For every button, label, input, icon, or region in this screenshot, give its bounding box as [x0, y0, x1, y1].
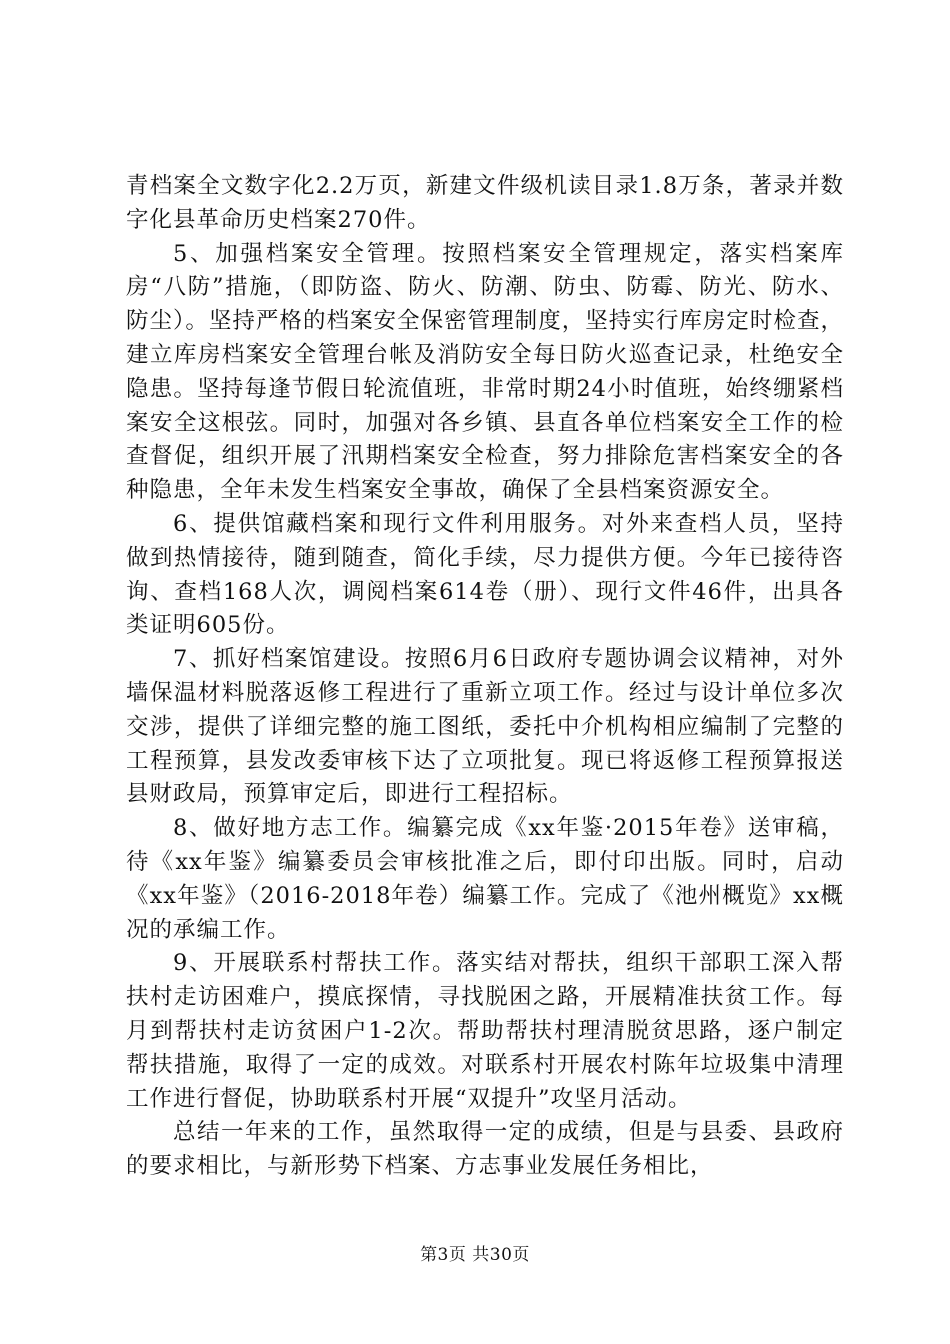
paragraph-item-5: 5、加强档案安全管理。按照档案安全管理规定，落实档案库房“八防”措施，（即防盗、防火、防潮、防虫、防霉、防光、防水、防尘）。坚持严格的档案安全保密管理制度，坚持实行库房定时检查，建立库房档案安全管理台帐及消防安全每日防火巡查记录，杜绝安全隐患。坚持每逢节假日轮流值班，非常时期24小时值班，始终绷紧档案安全这根弦。同时，加强对各乡镇、县直各单位档案安全工作的检查督促，组织开展了汛期档案安全检查，努力排除危害档案安全的各种隐患，全年未发生档案安全事故，确保了全县档案资源安全。 — [126, 240, 844, 504]
paragraph-item-6: 6、提供馆藏档案和现行文件利用服务。对外来查档人员，坚持做到热情接待，随到随查，简化手续，尽力提供方便。今年已接待咨询、查档168人次，调阅档案614卷（册）、现行文件46件，出具各类证明605份。 — [126, 510, 844, 639]
paragraph-item-9: 9、开展联系村帮扶工作。落实结对帮扶，组织干部职工深入帮扶村走访困难户，摸底探情，寻找脱困之路，开展精准扶贫工作。每月到帮扶村走访贫困户1-2次。帮助帮扶村理清脱贫思路，逐户制定帮扶措施，取得了一定的成效。对联系村开展农村陈年垃圾集中清理工作进行督促，协助联系村开展“双提升”攻坚月活动。 — [126, 950, 844, 1112]
paragraph-continued: 青档案全文数字化2.2万页，新建文件级机读目录1.8万条，著录并数字化县革命历史档案270件。 — [126, 173, 844, 233]
document-body — [126, 170, 844, 1184]
page-number-footer: 第3页 共30页 — [420, 1245, 530, 1265]
paragraph-summary: 总结一年来的工作，虽然取得一定的成绩，但是与县委、县政府的要求相比，与新形势下档案、方志事业发展任务相比， — [126, 1119, 844, 1180]
paragraph-item-7: 7、抓好档案馆建设。按照6月6日政府专题协调会议精神，对外墙保温材料脱落返修工程进行了重新立项工作。经过与设计单位多次交涉，提供了详细完整的施工图纸，委托中介机构相应编制了完整的工程预算，县发改委审核下达了立项批复。现已将返修工程预算报送县财政局，预算审定后，即进行工程招标。 — [126, 646, 844, 808]
paragraph-item-8: 8、做好地方志工作。编纂完成《xx年鉴·2015年卷》送审稿，待《xx年鉴》编纂委员会审核批准之后，即付印出版。同时，启动《xx年鉴》（2016-2018年卷）编纂工作。完成了《池州概览》xx概况的承编工作。 — [126, 815, 844, 943]
